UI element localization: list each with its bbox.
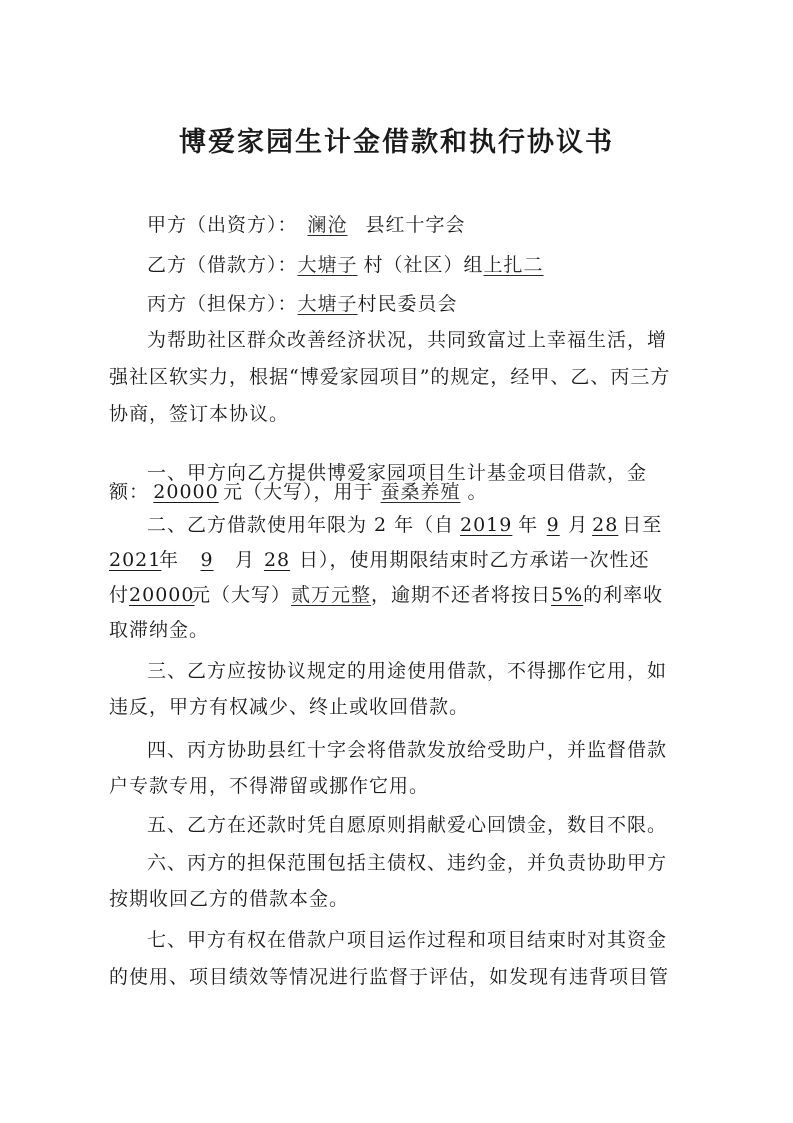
- clause-2-text-c: 月: [568, 514, 589, 536]
- clause-2-line-3: [109, 580, 663, 607]
- clause-2-line-4: 取滞纳金。: [109, 619, 210, 641]
- clause-2-text-d: 日至: [622, 514, 663, 536]
- start-day: 28: [592, 514, 619, 536]
- clause-2-line-2: [109, 545, 650, 572]
- penalty-rate: 5%: [551, 584, 584, 606]
- clause-2-text-k: 的利率收: [583, 584, 664, 606]
- clause-1-end: 。: [467, 481, 488, 503]
- document-title: 博爱家园生计金借款和执行协议书: [179, 127, 614, 158]
- party-a-suffix: 县红十字会: [365, 214, 466, 236]
- clause-2-text-i: 元（大写）: [191, 584, 292, 606]
- clause-2-text-f: 月: [235, 549, 256, 571]
- clause-2-text-g: 日），使用期限结束时乙方承诺一次性还: [299, 549, 650, 571]
- clause-3-line-2: 违反，甲方有权减少、终止或收回借款。: [109, 696, 470, 718]
- repay-amount-words: 贰万元整: [291, 584, 372, 606]
- end-month: 9: [200, 549, 214, 571]
- party-c-suffix: 村民委员会: [357, 293, 458, 315]
- clause-4-line-1: 四、丙方协助县红十字会将借款发放给受助户，并监督借款: [147, 739, 668, 761]
- end-day: 28: [263, 549, 291, 571]
- party-a-county: 澜沧: [307, 214, 348, 236]
- party-a-prefix: 甲方（出资方）：: [147, 214, 298, 236]
- loan-amount: 20000: [153, 481, 219, 503]
- party-c-prefix: 丙方（担保方）：: [147, 293, 298, 315]
- start-month: 9: [546, 514, 560, 536]
- clause-2-text-e: 年: [159, 549, 180, 571]
- party-b-village: 大塘子: [297, 254, 358, 276]
- clause-1-line-1: 一、甲方向乙方提供博爱家园项目生计基金项目借款，金: [147, 462, 648, 484]
- clause-2-text-a: 二、乙方借款使用年限为 2 年（自: [147, 514, 455, 536]
- clause-1-mid: 元（大写），用于: [223, 481, 374, 503]
- clause-2-text-h: 付: [109, 584, 130, 606]
- clause-6-line-2: 按期收回乙方的借款本金。: [109, 888, 350, 910]
- clause-7-line-1: 七、甲方有权在借款户项目运作过程和项目结束时对其资金: [147, 929, 668, 951]
- party-b-prefix: 乙方（借款方）：: [147, 254, 298, 276]
- party-b-line: [147, 250, 544, 277]
- loan-purpose: 蚕桑养殖: [380, 481, 461, 503]
- party-b-mid: 村（社区）组: [363, 254, 484, 276]
- intro-line-3: 协商，签订本协议。: [109, 403, 290, 425]
- party-b-group: 上扎二: [483, 254, 544, 276]
- clause-1-line-2: [109, 477, 488, 504]
- clause-2-text-b: 年: [518, 514, 539, 536]
- clause-4-line-2: 户专款专用，不得滞留或挪作它用。: [109, 775, 430, 797]
- party-a-line: [147, 210, 466, 237]
- clause-1-prefix: 额：: [109, 481, 150, 503]
- intro-line-2: 强社区软实力，根据“博爱家园项目”的规定，经甲、乙、丙三方: [109, 366, 671, 388]
- clause-2-line-1: [147, 510, 662, 537]
- party-c-village: 大塘子: [297, 293, 358, 315]
- intro-line-1: 为帮助社区群众改善经济状况，共同致富过上幸福生活，增: [147, 329, 668, 351]
- clause-6-line-1: 六、丙方的担保范围包括主债权、违约金，并负责协助甲方: [147, 852, 668, 874]
- repay-amount: 20000: [129, 584, 195, 606]
- clause-7-line-2: 的使用、项目绩效等情况进行监督于评估，如发现有违背项目管: [109, 966, 670, 988]
- party-c-line: [147, 289, 458, 316]
- clause-3-line-1: 三、乙方应按协议规定的用途使用借款，不得挪作它用，如: [147, 660, 668, 682]
- clause-5-line-1: 五、乙方在还款时凭自愿原则捐献爱心回馈金，数目不限。: [147, 814, 668, 836]
- end-year: 2021: [109, 549, 162, 571]
- start-year: 2019: [459, 514, 513, 536]
- clause-2-text-j: ，逾期不还者将按日: [371, 584, 552, 606]
